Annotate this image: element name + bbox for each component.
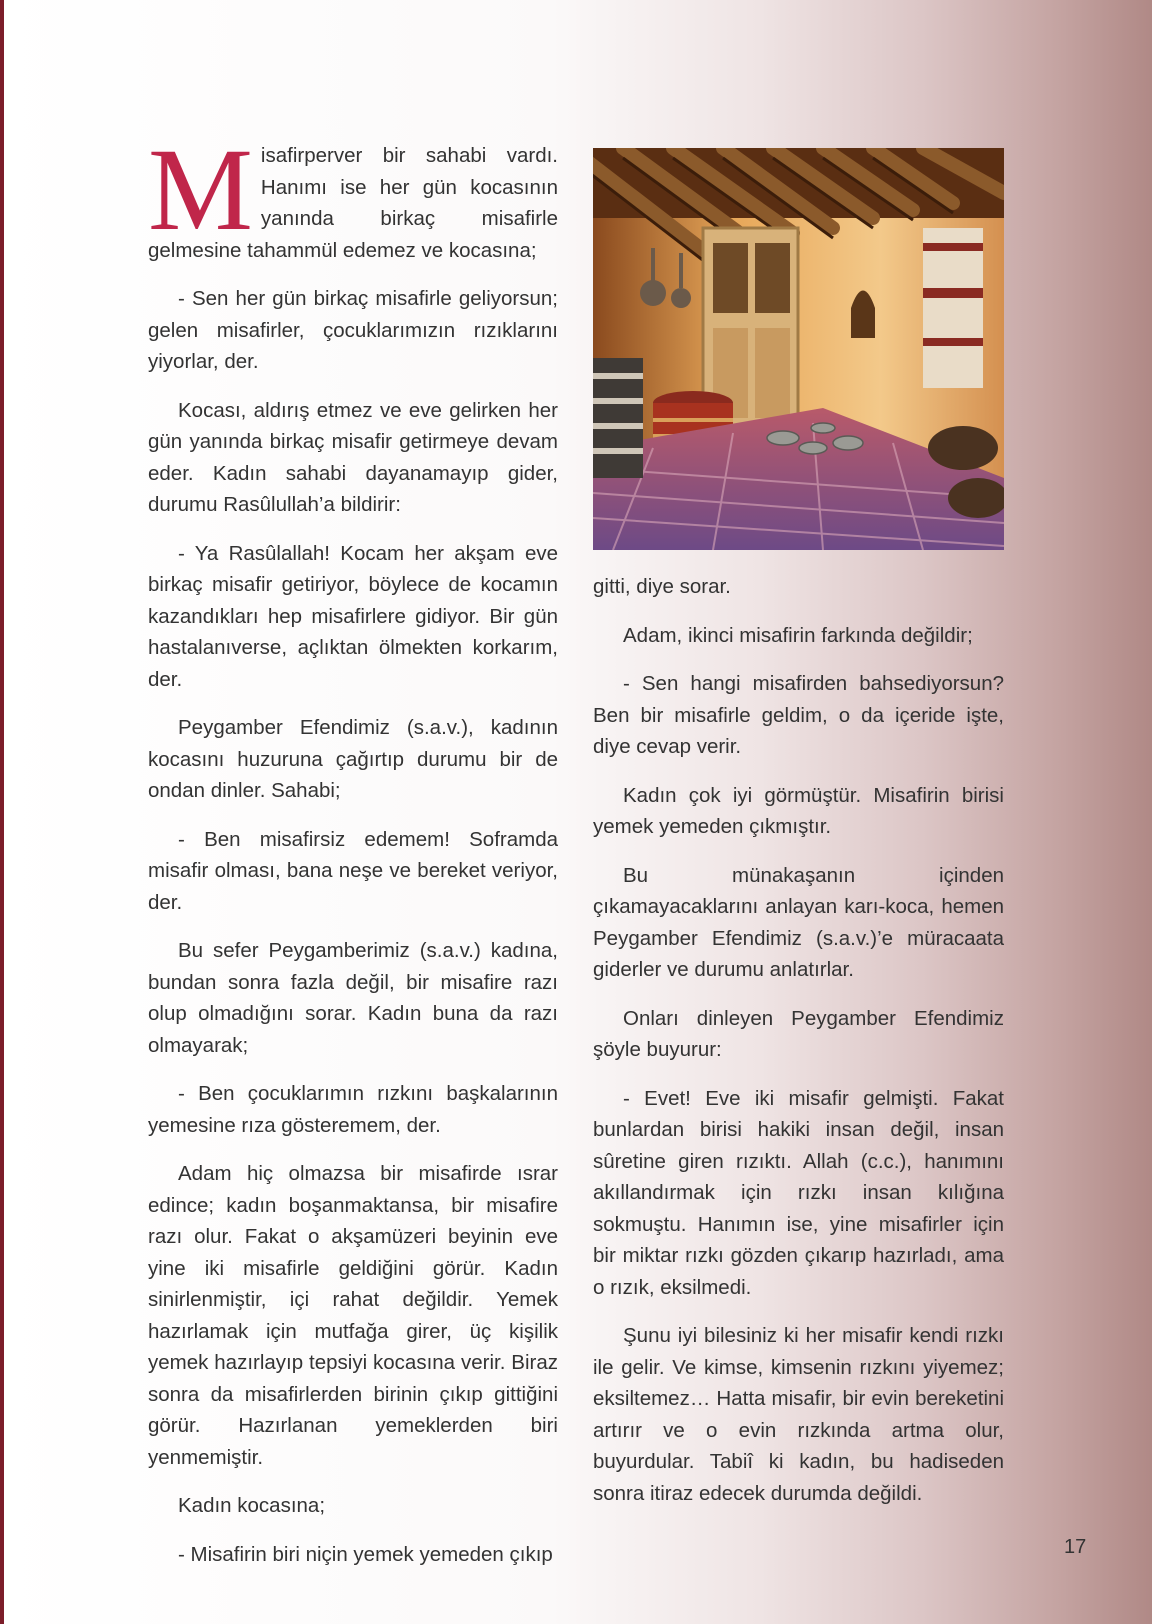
paragraph: Bu münakaşanın içinden çıkamayacaklarını anlayan karı-koca, hemen Peygamber Efendimiz (s.a.v.)’e müracaata giderler ve durumu anlatırlar.: [593, 863, 1004, 981]
paragraph: Onları dinleyen Peygamber Efendimiz şöyle buyurur:: [593, 1006, 1004, 1061]
paragraph: Peygamber Efendimiz (s.a.v.), kadının kocasını huzuruna çağırtıp durumu bir de ondan dinler. Sahabi;: [148, 716, 558, 802]
paragraph: Kadın çok iyi görmüştür. Misafirin birisi yemek yemeden çıkmıştır.: [593, 783, 1004, 838]
paragraph: - Ya Rasûlallah! Kocam her akşam eve birkaç misafir getiriyor, böylece de kocamın kazandıkları hep misafirlere gidiyor. Bir gün hastalanıverse, açlıktan ölmekten korkarım, der.: [148, 541, 558, 691]
paragraph: gitti, diye sorar.: [593, 575, 731, 598]
paragraph: Adam hiç olmazsa bir misafirde ısrar edince; kadın boşanmaktansa, bir misafire razı olur. Fakat o akşamüzeri beyinin eve yine iki misafirle geldiğini görür. Kadın sinirlenmiştir, içi rahat değildir. Yemek hazırlamak için mutfağa girer, üç kişilik yemek hazırlayıp tepsiyi kocasına verir. Biraz sonra da misafirlerden birinin çıkıp gittiğini görür. Hazırlanan yemeklerden biri yenmemiştir.: [148, 1162, 558, 1469]
left-edge-strip: [0, 0, 4, 1624]
paragraph: - Sen her gün birkaç misafirle geliyorsun; gelen misafirler, çocuklarımızın rızıklarını yiyorlar, der.: [148, 287, 558, 373]
paragraph: - Ben misafirsiz edemem! Soframda misafir olması, bana neşe ve bereket veriyor, der.: [148, 827, 558, 914]
room-interior-photo: [593, 148, 1004, 550]
paragraph: - Ben çocuklarımın rızkını başkalarının yemesine rıza gösteremem, der.: [148, 1082, 558, 1137]
paragraph: Bu sefer Peygamberimiz (s.a.v.) kadına, bundan sonra fazla değil, bir misafire razı olup olmadığını sorar. Kadın buna da razı olmayarak;: [148, 939, 558, 1057]
paragraph: - Evet! Eve iki misafir gelmişti. Fakat bunlardan birisi hakiki insan değil, insan sûretine giren rızıktı. Allah (c.c.), hanımını akıllandırmak için rızkı insan kılığına sokmuştu. Hanımın ise, yine misafirler için bir miktar rızkı gözden çıkarıp hazırladı, ama o rızık, eksilmedi.: [593, 1086, 1004, 1299]
page-number: 17: [1064, 1536, 1087, 1558]
left-text-column: [148, 124, 558, 1587]
paragraph: - Misafirin biri niçin yemek yemeden çıkıp: [178, 1542, 553, 1566]
drop-cap: M: [148, 124, 253, 255]
right-text-column: [593, 571, 1004, 1526]
paragraph: Kocası, aldırış etmez ve eve gelirken her gün yanında birkaç misafir getirmeye devam eder. Kadın sahabi dayanamayıp gider, durumu Rasûlullah’a bildirir:: [148, 398, 558, 516]
paragraph: Kadın kocasına;: [178, 1494, 326, 1517]
paragraph: - Sen hangi misafirden bahsediyorsun? Ben bir misafirle geldim, o da içeride işte, diye cevap verir.: [593, 672, 1004, 758]
paragraph: Şunu iyi bilesiniz ki her misafir kendi rızkı ile gelir. Ve kimse, kimsenin rızkını yiyemez; eksiltemez… Hatta misafir, bir evin bereketini artırır ve o evin rızkında artma olur, buyurdular. Tabiî ki kadın, bu hadiseden sonra itiraz edecek durumda değildi.: [593, 1324, 1004, 1505]
opening-paragraph: Misafirperver bir sahabi vardı. Hanımı ise her gün kocasının yanında birkaç misafirle gelmesine tahammül edemez ve kocasına;: [148, 124, 558, 262]
paragraph: Adam, ikinci misafirin farkında değildir;: [623, 623, 973, 647]
